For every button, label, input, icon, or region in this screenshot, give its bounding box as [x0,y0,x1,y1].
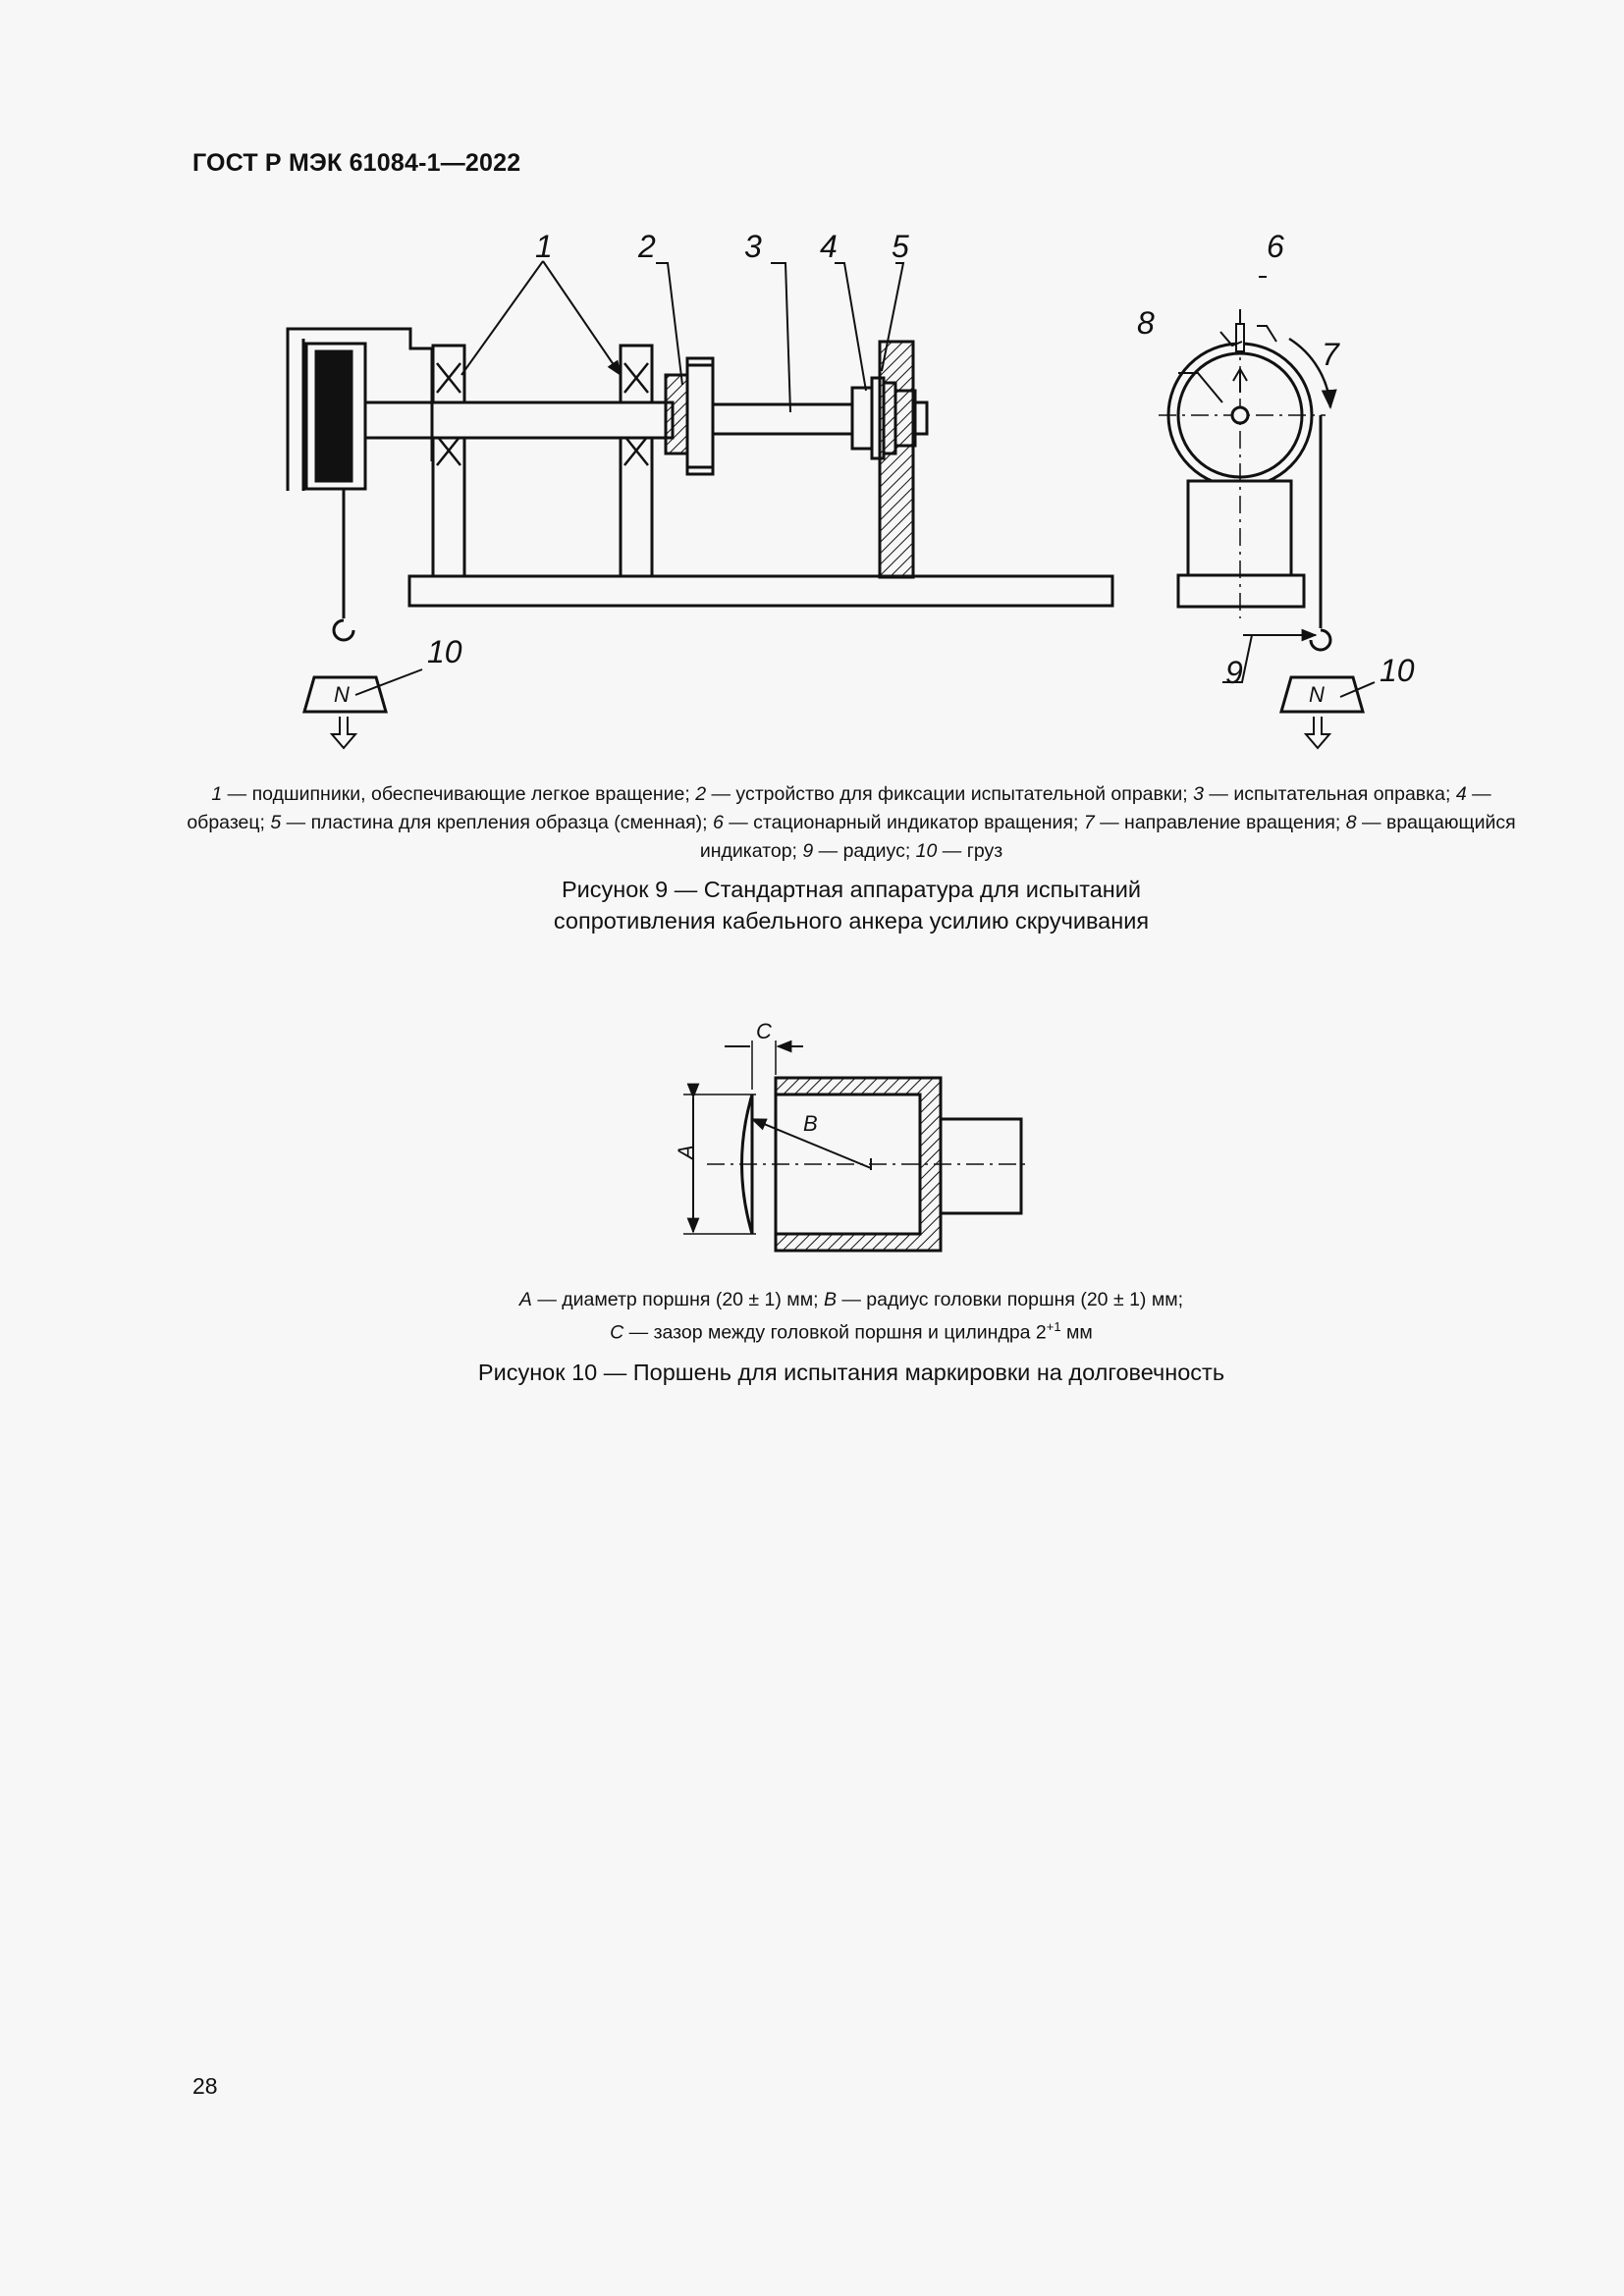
legend-text: — направление вращения; [1094,812,1346,833]
legend-number: 9 [802,840,814,862]
page-number: 28 [192,2073,218,2099]
label-7: 7 [1322,337,1339,372]
legend-number: 4 [1455,783,1467,805]
figure-10-title: Рисунок 10 — Поршень для испытания маркировки на долговечность [477,1360,1225,1385]
legend-text: — устройство для фиксации испытательной оправки; [706,783,1194,805]
legend-number: 3 [1193,783,1204,805]
label-1: 1 [535,229,553,264]
label-A: A [674,1145,698,1159]
figure-10-legend: A — диаметр поршня (20 ± 1) мм; B — радиус головки поршня (20 ± 1) мм; C — зазор между головкой поршня и цилиндра $2^{+1}$ мм [518,1289,1184,1344]
label-10-right: 10 [1380,653,1415,688]
figure-9-title-line2: сопротивления кабельного анкера усилию скручивания [553,908,1150,934]
legend-number: 10 [915,840,938,862]
label-2: 2 [638,229,656,264]
legend-text: — вращающийся индикатор; [699,812,1516,862]
weight-right-label: N [1309,682,1325,707]
label-10-left: 10 [427,634,462,669]
label-6: 6 [1267,229,1284,264]
legend-text: — образец; [187,783,1491,833]
legend-number: 6 [712,812,724,833]
label-3: 3 [744,229,762,264]
label-8: 8 [1137,305,1155,341]
legend-number: 5 [270,812,282,833]
legend-number: 2 [695,783,707,805]
legend-number: 8 [1345,812,1357,833]
label-C: C [756,1019,772,1043]
legend-text: — стационарный индикатор вращения; [723,812,1084,833]
legend-text: — груз [937,840,1003,862]
piston-rod [941,1119,1021,1213]
weight-left-label: N [334,682,350,707]
legend-number: 1 [211,783,223,805]
legend-text: — пластина для крепления образца (сменная); [281,812,713,833]
label-9: 9 [1225,655,1243,690]
legend-text: — подшипники, обеспечивающие легкое вращение; [222,783,696,805]
label-5: 5 [892,229,909,264]
label-B: B [803,1111,818,1136]
legend-number: 7 [1083,812,1095,833]
label-4: 4 [820,229,838,264]
legend-text: — радиус; [813,840,916,862]
document-header: ГОСТ Р МЭК 61084-1—2022 [192,149,521,177]
legend-text: — испытательная оправка; [1203,783,1456,805]
figure-9-title-line1: Рисунок 9 — Стандартная аппаратура для испытаний [561,877,1142,902]
